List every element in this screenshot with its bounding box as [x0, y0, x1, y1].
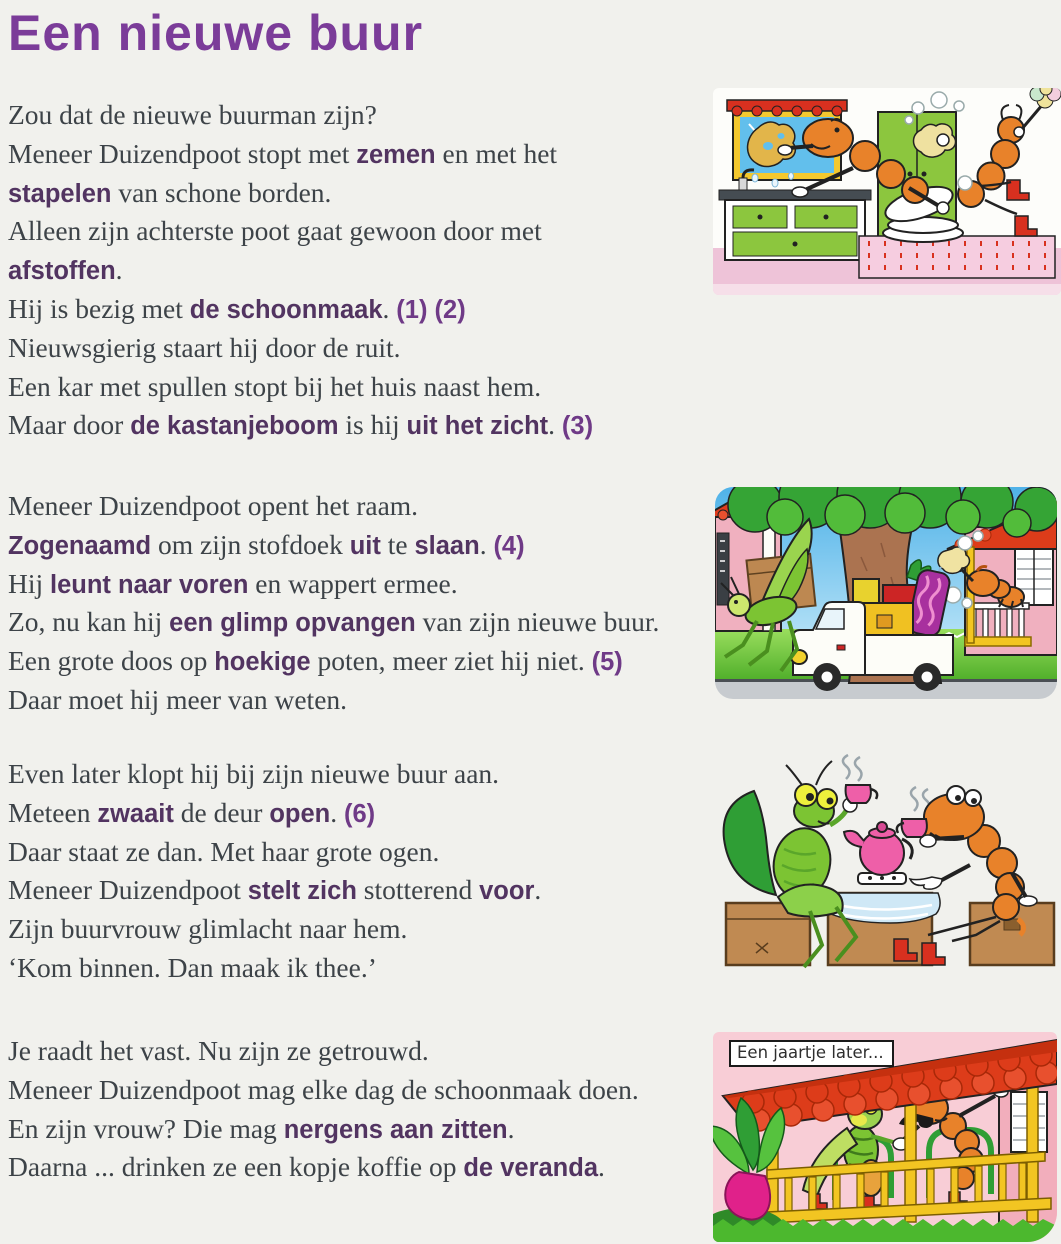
steam-puff	[912, 102, 924, 114]
vocabulary-keyword: een glimp opvangen	[169, 609, 416, 638]
text-line	[8, 368, 713, 407]
vocabulary-keyword: Zogenaamd	[8, 531, 152, 560]
text-line	[8, 406, 713, 445]
folded-wing	[724, 791, 776, 895]
text-run: en wappert ermee.	[248, 567, 458, 599]
text-run: Daar staat ze dan. Met haar grote ogen.	[8, 835, 440, 867]
eye	[817, 789, 837, 809]
text-run: de deur	[173, 796, 270, 828]
text-run: Daar moet hij meer van weten.	[8, 683, 348, 715]
text-run: Een kar met spullen stopt bij het huis naast hem.	[8, 370, 542, 402]
text-line	[8, 1032, 713, 1071]
paragraph-3	[8, 755, 713, 988]
vocabulary-keyword: uit	[349, 531, 381, 560]
vocabulary-keyword: de veranda	[463, 1154, 599, 1183]
illustration-moving-cart	[715, 487, 1057, 699]
text-line	[8, 833, 713, 872]
text-line	[8, 251, 713, 290]
text-line	[8, 1110, 713, 1149]
text-run: Meneer Duizendpoot mag elke dag de schoonmaak doen.	[8, 1073, 639, 1105]
vocabulary-keyword: voor	[479, 877, 535, 906]
text-run: .	[382, 292, 397, 324]
text-line	[8, 794, 713, 833]
vocabulary-keyword: de kastanjeboom	[130, 412, 339, 441]
vocabulary-keyword: open	[269, 799, 331, 828]
illustration-veranda	[713, 1032, 1057, 1242]
vocabulary-keyword: zwaait	[97, 799, 174, 828]
text-line	[8, 329, 713, 368]
text-run: .	[330, 796, 344, 828]
antennae	[786, 761, 832, 785]
paragraph-1	[8, 96, 713, 445]
road	[715, 682, 1057, 699]
text-line	[8, 871, 713, 910]
text-run: stotterend	[356, 874, 480, 906]
text-run: Zo, nu kan hij	[8, 606, 170, 638]
hand-on-box	[1019, 896, 1037, 906]
text-line	[8, 910, 713, 949]
vocabulary-keyword: slaan	[414, 531, 480, 560]
text-run: ‘Kom binnen. Dan maak ik thee.’	[8, 951, 377, 983]
paragraph-2	[8, 487, 713, 720]
text-run: Je raadt het vast. Nu zijn ze getrouwd.	[8, 1035, 429, 1066]
vocabulary-keyword: afstoffen	[8, 257, 116, 286]
text-run: Even later klopt hij bij zijn nieuwe buur aan.	[8, 758, 500, 789]
pink-vase	[725, 1172, 770, 1220]
text-run: Zijn buurvrouw glimlacht naar hem.	[8, 913, 408, 945]
paragraph-4	[8, 1032, 713, 1187]
eye	[795, 784, 817, 806]
eye	[947, 786, 965, 804]
text-line	[8, 135, 713, 174]
exercise-reference: (5)	[591, 648, 623, 677]
text-run: .	[479, 528, 494, 560]
text-run: van schone borden.	[111, 176, 332, 208]
open-hand	[910, 877, 942, 889]
text-run: Meneer Duizendpoot stopt met	[8, 137, 357, 169]
text-line	[8, 526, 713, 565]
text-run: Een grote doos op	[8, 645, 215, 677]
illustration-tea-visit	[718, 753, 1060, 975]
caption-text: Een jaartje later...	[737, 1043, 884, 1062]
text-run: .	[548, 409, 562, 441]
text-run: te	[380, 528, 415, 560]
text-line	[8, 1148, 713, 1187]
text-run: Meneer Duizendpoot opent het raam.	[8, 490, 419, 521]
text-run: en met het	[435, 137, 558, 169]
kitchen-table	[859, 236, 1055, 278]
page-title: Een nieuwe buur	[8, 5, 424, 61]
vocabulary-keyword: stelt zich	[247, 877, 357, 906]
exercise-reference: (6)	[344, 799, 376, 828]
text-line	[8, 212, 713, 251]
text-line	[8, 755, 713, 794]
grass	[713, 1219, 1057, 1242]
text-run: is hij	[338, 409, 407, 441]
text-run: Meneer Duizendpoot	[8, 874, 248, 906]
tree-foliage	[728, 487, 1057, 537]
vocabulary-keyword: nergens aan zitten	[283, 1115, 508, 1144]
tea-cup	[846, 785, 871, 803]
text-run: Hij	[8, 567, 51, 599]
text-run: Meteen	[8, 796, 98, 828]
vocabulary-keyword: leunt naar voren	[50, 570, 249, 599]
text-run: Maar door	[8, 409, 131, 441]
text-line	[8, 565, 713, 604]
text-run: .	[598, 1151, 605, 1183]
exercise-reference: (3)	[561, 412, 594, 441]
text-line	[8, 642, 713, 681]
text-line	[8, 96, 713, 135]
text-run: van zijn nieuwe buur.	[415, 606, 660, 638]
text-line	[8, 1071, 713, 1110]
text-run: Alleen zijn achterste poot gaat gewoon door met	[8, 215, 542, 247]
text-line	[8, 949, 713, 988]
vocabulary-keyword: hoekige	[214, 648, 311, 677]
spout	[844, 831, 864, 847]
text-run: om zijn stofdoek	[151, 528, 350, 560]
text-run: .	[507, 1112, 515, 1144]
exercise-reference: (4)	[493, 531, 525, 560]
red-awning	[727, 100, 847, 111]
text-run: Hij is bezig met	[8, 292, 190, 324]
grasshopper-head	[728, 594, 750, 616]
text-run: poten, meer ziet hij niet.	[310, 645, 592, 677]
text-run: En zijn vrouw? Die mag	[8, 1112, 284, 1144]
centipede-head	[803, 119, 853, 157]
text-run: Zou dat de nieuwe buurman zijn?	[8, 99, 377, 130]
text-run: Nieuwsgierig staart hij door de ruit.	[8, 331, 401, 363]
text-run: Daarna ... drinken ze een kopje koffie op	[8, 1151, 464, 1183]
centipede-head	[967, 570, 999, 596]
exercise-reference: (1) (2)	[396, 295, 466, 324]
text-run: .	[115, 254, 123, 286]
illustration-kitchen-cleaning	[713, 88, 1061, 295]
text-line	[8, 487, 713, 526]
vocabulary-keyword: stapelen	[8, 179, 112, 208]
post	[905, 1090, 916, 1222]
tea-cup	[902, 819, 927, 837]
text-run: .	[534, 874, 542, 906]
vocabulary-keyword: de schoonmaak	[189, 295, 383, 324]
text-line	[8, 290, 713, 329]
text-line	[8, 174, 713, 213]
text-line	[8, 681, 713, 720]
vocabulary-keyword: uit het zicht	[406, 412, 549, 441]
caption-box	[729, 1040, 894, 1067]
text-line	[8, 603, 713, 642]
vocabulary-keyword: zemen	[356, 140, 436, 169]
